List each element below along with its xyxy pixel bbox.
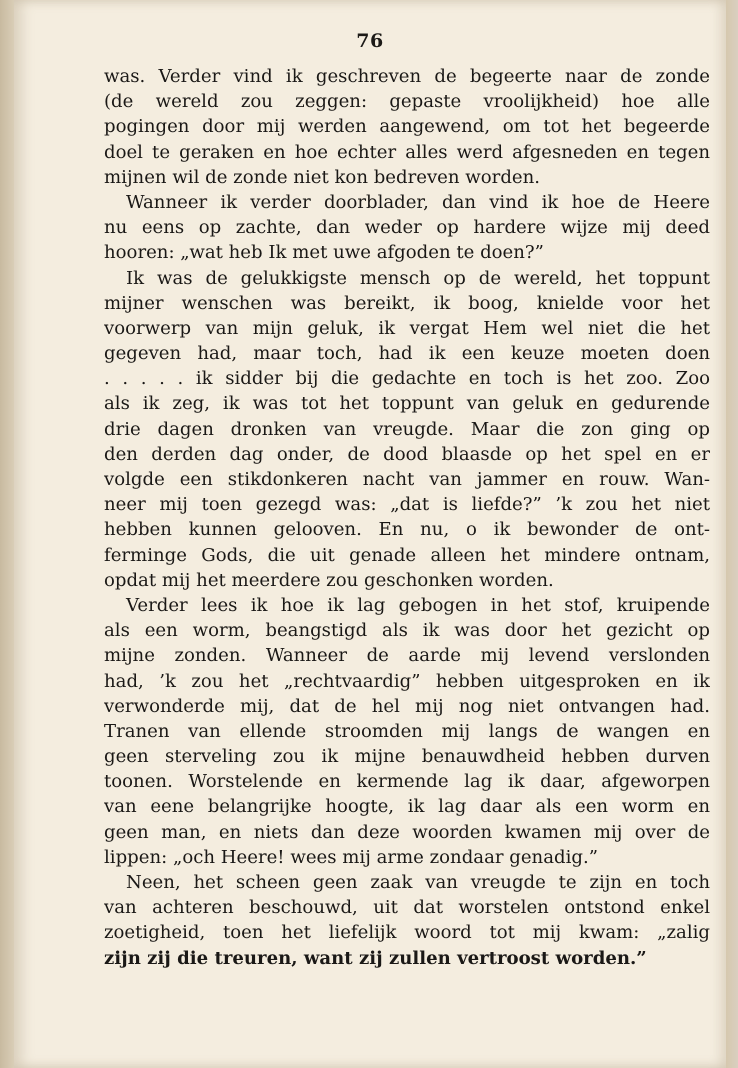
text-line: volgde een stikdonkeren nacht van jammer en rouw. Wan- bbox=[104, 469, 710, 490]
text-line: Neen, het scheen geen zaak van vreugde te zijn en toch bbox=[126, 872, 710, 893]
text-line: Tranen van ellende stroomden mij langs de wangen en bbox=[104, 720, 710, 742]
text-line: den derden dag onder, de dood blaasde op het spel en er bbox=[104, 443, 710, 465]
text-line: nu eens op zachte, dan weder op hardere wijze mij deed bbox=[104, 217, 710, 239]
text-line: hebben kunnen gelooven. En nu, o ik bewonder de ont- bbox=[104, 519, 710, 541]
text-line: mijnen wil de zonde niet kon bedreven worden. bbox=[104, 166, 541, 188]
text-line: (de wereld zou zeggen: gepaste vroolijkheid) hoe alle bbox=[104, 91, 710, 113]
text-line: pogingen door mij werden aangewend, om tot het begeerde bbox=[104, 116, 710, 138]
text-line: lippen: „och Heere! wees mij arme zondaar genadig.” bbox=[104, 846, 598, 868]
body-text bbox=[104, 64, 710, 971]
text-line: drie dagen dronken van vreugde. Maar die zon ging op bbox=[104, 418, 710, 440]
text-line: hooren: „wat heb Ik met uwe afgoden te doen?” bbox=[104, 242, 544, 264]
text-line: toonen. Worstelende en kermende lag ik daar, afgeworpen bbox=[104, 771, 710, 793]
text-line: . . . . . ik sidder bij die gedachte en toch is het zoo. Zoo bbox=[104, 368, 710, 390]
text-line: als ik zeg, ik was tot het toppunt van geluk en gedurende bbox=[104, 393, 710, 415]
book-page bbox=[14, 0, 726, 1068]
text-line: doel te geraken en hoe echter alles werd afgesneden en tegen bbox=[104, 141, 710, 163]
text-line: Verder lees ik hoe ik lag gebogen in het stof, kruipende bbox=[126, 594, 710, 616]
text-line: geen man, en niets dan deze woorden kwamen mij over de bbox=[104, 821, 710, 843]
text-line: verwonderde mij, dat de hel mij nog niet ontvangen had. bbox=[104, 695, 710, 717]
page-number: 76 bbox=[356, 30, 384, 52]
text-line: neer mij toen gezegd was: „dat is liefde?” ’k zou het niet bbox=[104, 494, 710, 516]
text-line: van eene belangrijke hoogte, ik lag daar als een worm en bbox=[104, 796, 710, 818]
text-line: mijner wenschen was bereikt, ik boog, knielde voor het bbox=[104, 292, 710, 314]
text-line: geen sterveling zou ik mijne benauwdheid hebben durven bbox=[104, 746, 710, 768]
text-line: Ik was de gelukkigste mensch op de wereld, het toppunt bbox=[126, 267, 710, 289]
text-line: zijn zij die treuren, want zij zullen vertroost worden.” bbox=[104, 947, 647, 969]
text-line: van achteren beschouwd, uit dat worstelen ontstond enkel bbox=[104, 897, 710, 919]
text-line: als een worm, beangstigd als ik was door het gezicht op bbox=[104, 620, 710, 642]
text-line: Wanneer ik verder doorblader, dan vind ik hoe de Heere bbox=[126, 191, 710, 213]
text-line: fermingе Gods, die uit genade alleen het mindere ontnam, bbox=[104, 544, 710, 566]
text-line: opdat mij het meerdere zou geschonken worden. bbox=[104, 569, 554, 591]
text-line: zoetigheid, toen het liefelijk woord tot mij kwam: „zalig bbox=[104, 922, 710, 944]
text-line: gegeven had, maar toch, had ik een keuze moeten doen bbox=[104, 343, 710, 365]
text-line: was. Verder vind ik geschreven de begeerte naar de zonde bbox=[104, 66, 710, 87]
text-line: had, ’k zou het „rechtvaardig” hebben uitgesproken en ik bbox=[104, 670, 710, 692]
text-line: mijne zonden. Wanneer de aarde mij levend verslonden bbox=[104, 645, 710, 667]
text-line: voorwerp van mijn geluk, ik vergat Hem wel niet die het bbox=[104, 317, 710, 339]
